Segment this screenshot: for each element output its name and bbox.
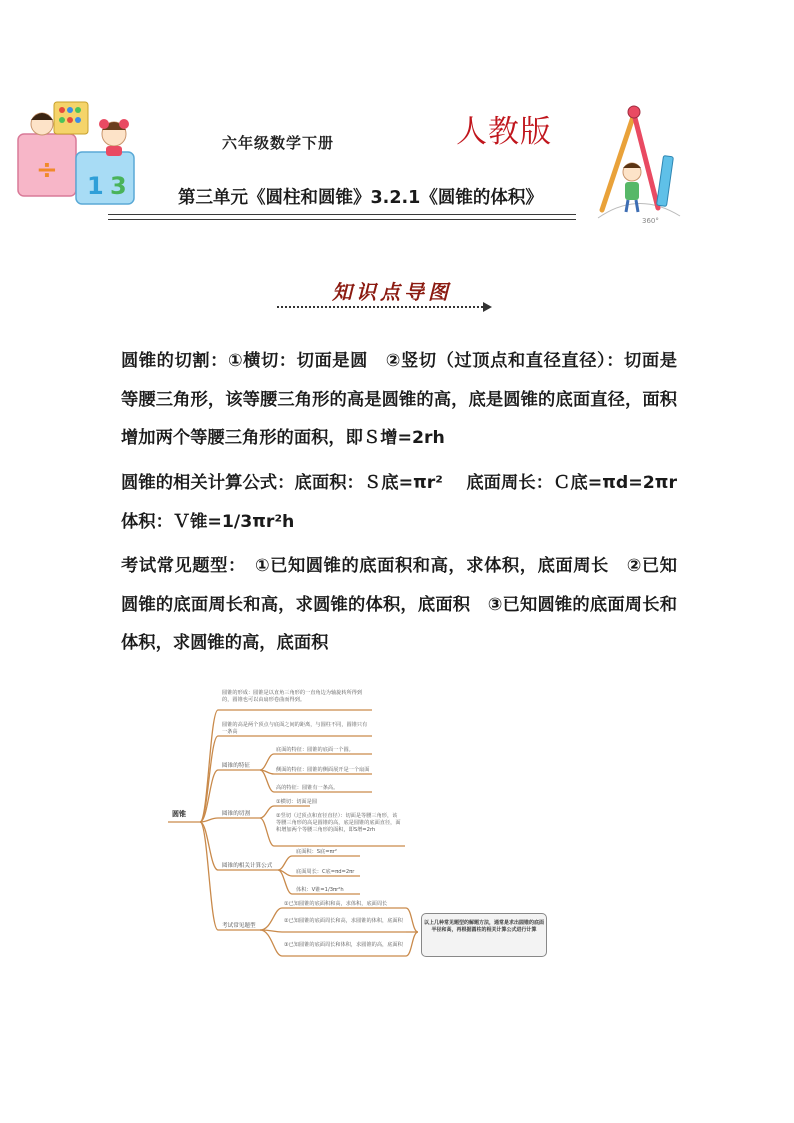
mindmap-exam-label: 考试常见题型 xyxy=(222,923,256,929)
mindmap-note: 以上几种常见题型的解题方法，通常是求出圆锥的底面半径和高，再根据圆柱的相关计算公式进行计算 xyxy=(421,913,547,957)
unit-title: 第三单元《圆柱和圆锥》3.2.1《圆锥的体积》 xyxy=(178,188,543,208)
mindmap-exam-item: ③已知圆锥的底面周长和体积，求圆锥的高，底面积 xyxy=(284,942,403,948)
mindmap-root: 圆锥 xyxy=(172,810,186,818)
compass-kid-illustration xyxy=(588,100,688,226)
mindmap-formula-item: 底面周长：C底=πd=2πr xyxy=(296,869,355,875)
mindmap-cutting-item: ②竖切（过顶点和直径直径）：切面是等腰三角形，该等腰三角形的高是圆锥的高，底是圆锥的底面直径，面积增加两个等腰三角形的面积，即S增=2rh xyxy=(276,813,401,833)
header-divider xyxy=(108,214,576,215)
mindmap-feature-item: 侧面的特征：圆锥的侧面展开是一个扇面 xyxy=(276,767,370,773)
header-divider-thin xyxy=(108,219,576,220)
svg-text:÷: ÷ xyxy=(36,155,58,185)
arrow-right-icon xyxy=(483,302,492,312)
mindmap-formula-item: 体积：V锥=1/3πr²h xyxy=(296,887,344,893)
paragraph-cutting: 圆锥的切割：①横切：切面是圆 ②竖切（过顶点和直径直径）：切面是等腰三角形，该等腰三角形的高是圆锥的高，底是圆锥的底面直径，面积增加两个等腰三角形的面积，即Ｓ增=2rh xyxy=(121,351,677,449)
svg-text:1: 1 xyxy=(87,172,104,200)
mindmap-formation: 圆锥的形成：圆锥是以直角三角形的一直角边为轴旋转所得到的，圆锥也可以由扇形卷曲而得到。 xyxy=(222,690,363,703)
mindmap-exam-item: ①已知圆锥的底面积和高，求体积，底面周长 xyxy=(284,901,388,907)
svg-text:3: 3 xyxy=(110,172,127,200)
section-title: 知识点导图 xyxy=(332,280,452,304)
mindmap-features-label: 圆锥的特征 xyxy=(222,763,250,769)
kids-blocks-illustration xyxy=(14,94,140,210)
mindmap-formula-item: 底面积：S底=πr² xyxy=(296,849,337,855)
mindmap-cutting-item: ①横切：切面是圆 xyxy=(276,799,317,805)
mindmap-formulas-label: 圆锥的相关计算公式 xyxy=(222,863,273,869)
paragraph-exam-types: 考试常见题型： ①已知圆锥的底面积和高，求体积，底面周长 ②已知圆锥的底面周长和高，求圆锥的体积，底面积 ③已知圆锥的底面周长和体积，求圆锥的高，底面积 xyxy=(121,556,677,654)
edition-label: 人教版 xyxy=(456,114,552,150)
dotted-arrow-line xyxy=(277,306,483,308)
mindmap-feature-item: 底面的特征：圆锥的底面一个圆。 xyxy=(276,747,354,753)
mindmap-exam-item: ②已知圆锥的底面周长和高，求圆锥的体积，底面积 xyxy=(284,918,403,924)
paragraph-formulas: 圆锥的相关计算公式：底面积：Ｓ底=πr² 底面周长：Ｃ底=πd=2πr 体积：Ｖ锥=1/3πr²h xyxy=(121,473,695,532)
mindmap-feature-item: 高的特征：圆锥有一条高。 xyxy=(276,785,339,791)
mindmap-cutting-label: 圆锥的切割 xyxy=(222,811,250,817)
svg-text:360°: 360° xyxy=(642,217,659,225)
mindmap-height-def: 圆锥的高是两个顶点与底面之间的距离，与圆柱不同，圆锥只有一条高 xyxy=(222,722,368,735)
grade-label: 六年级数学下册 xyxy=(222,134,335,152)
